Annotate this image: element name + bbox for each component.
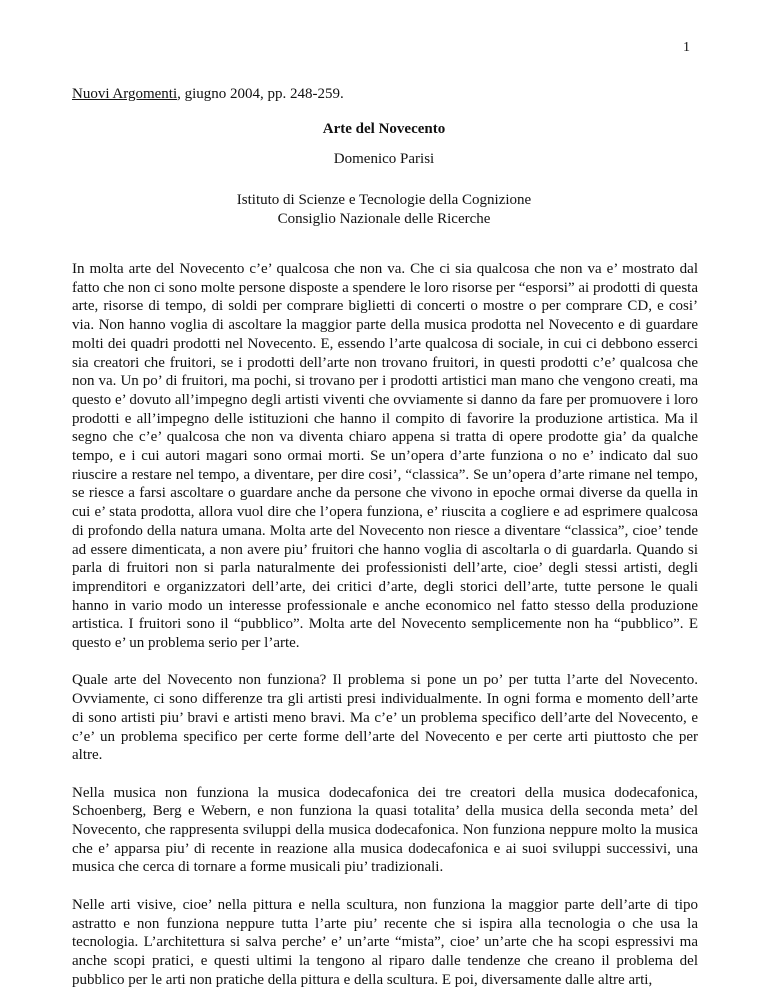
journal-name: Nuovi Argomenti (72, 86, 178, 102)
article-title: Arte del Novecento (322, 121, 446, 137)
paragraph: Nelle arti visive, cioe’ nella pittura e nella scultura, non funziona la maggior parte dell’arte di tipo astratto e non funziona neppure tutta l’arte piu’ recente che si ispira alla tecnologia o che usa la tecnologia. L’architettura si salva perche’ e’ un’arte “mista”, cioe’ un’arte che ha scopi espressivi ma anche scopi pratici, e questi ultimi la tengono al riparo dalle tendenze che creano il problema del pubblico per le arti non pratiche della pittura e della scultura. E poi, diversamente dalle altre arti, (72, 896, 698, 988)
paragraph: Nella musica non funziona la musica dodecafonica dei tre creatori della musica dodecafonica, Schoenberg, Berg e Webern, e non funziona la quasi totalita’ della musica della seconda meta’ del Novecento, che rappresenta sviluppi della musica dodecafonica. Non funziona neppure molto la musica che e’ apparsa piu’ di recente in reazione alla musica dodecafonica e ai suoi sviluppi successivi, una musica che cerca di tornare a forme musicali piu’ tradizionali. (72, 784, 698, 876)
source-citation (72, 86, 344, 103)
paragraph: In molta arte del Novecento c’e’ qualcosa che non va. Che ci sia qualcosa che non va e’ mostrato dal fatto che non ci sono molte persone disposte a spendere le loro risorse per “esporsi” ai prodotti di questa arte, risorse di tempo, di soldi per comprare biglietti di concerti o mostre o per comprare CD, e cosi’ via. Non hanno voglia di ascoltare la maggior parte della musica prodotta nel Novecento e di guardare molti dei quadri prodotti nel Novecento. E, essendo l’arte qualcosa di sociale, in cui ci debbono esserci sia creatori che fruitori, se i prodotti dell’arte non trovano fruitori, in questi prodotti c’e’ qualcosa che non va. Un po’ di fruitori, ma pochi, si trovano per i prodotti artistici man mano che vengono creati, ma questo e’ dovuto all’impegno degli artisti viventi che ovviamente si danno da fare per promuovere i loro prodotti e all’impegno delle istituzioni che hanno il compito di favorire la produzione artistica. Ma il segno che c’e’ qualcosa che non va diventa chiaro appena si tratta di opere prodotte gia’ da qualche tempo, e i cui autori magari sono ormai morti. Se un’opera d’arte funziona o no e’ indicato dal suo riuscire a restare nel tempo, a diventare, per dire cosi’, “classica”. Se un’opera d’arte rimane nel tempo, se riesce a farsi ascoltare o guardare anche da persone che vivono in epoche ormai diverse da quella in cui e’ stata prodotta, allora vuol dire che l’opera funziona, e’ riuscita a cogliere e ad esprimere qualcosa di profondo della natura umana. Molta arte del Novecento non riesce a diventare “classica”, cioe’ tende ad essere dimenticata, a non avere piu’ fruitori che hanno voglia di ascoltarla o di guardarla. Quando si parla di fruitori non si parla naturalmente dei professionisti dell’arte, cioe’ degli stessi artisti, degli imprenditori e organizzatori dell’arte, dei critici d’arte, degli storici dell’arte, tutte persone le quali hanno in vario modo un interesse professionale e anche economico nel fatto stesso della produzione artistica. I fruitori sono il “pubblico”. Molta arte del Novecento semplicemente non ha “pubblico”. E questo e’ un problema serio per l’arte. (72, 261, 698, 652)
page-number: 1 (683, 40, 690, 55)
author-name: Domenico Parisi (333, 151, 435, 167)
affiliation (0, 191, 768, 229)
affiliation-council: Consiglio Nazionale delle Ricerche (277, 211, 491, 227)
affiliation-institute: Istituto di Scienze e Tecnologie della Cognizione (236, 192, 532, 208)
title-block (0, 120, 768, 229)
paragraph: Quale arte del Novecento non funziona? Il problema si pone un po’ per tutta l’arte del Novecento. Ovviamente, ci sono differenze tra gli artisti presi individualmente. In ogni forma e momento dell’arte di sono artisti piu’ bravi e artisti meno bravi. Ma c’e’ un problema specifico dell’arte del Novecento, e c’e’ un problema specifico per certe forme dell’arte del Novecento e per certe arti piuttosto che per altre. (72, 672, 698, 764)
citation-details: , giugno 2004, pp. 248-259. (177, 86, 344, 102)
article-body (72, 260, 698, 1008)
